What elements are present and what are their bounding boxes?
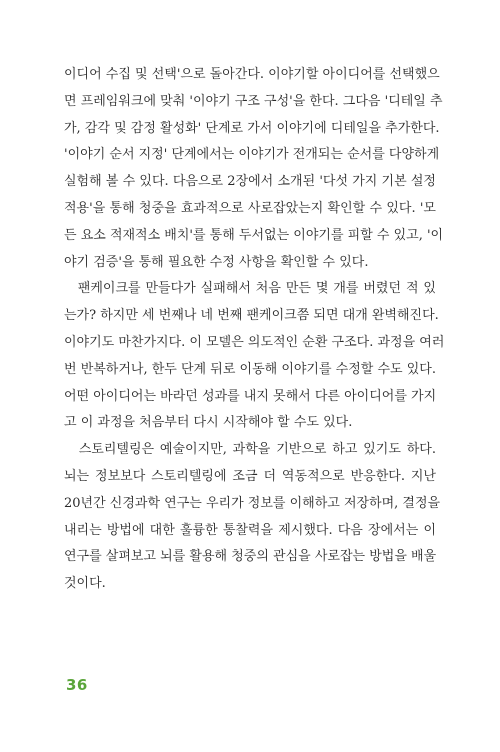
text-line: 고 이 과정을 처음부터 다시 시작해야 할 수도 있다.: [64, 415, 353, 431]
text-line: 야기 검증'을 통해 필요한 수정 사항을 확인할 수 있다.: [64, 254, 369, 270]
paragraph: [64, 437, 441, 598]
text-line: 번 반복하거나, 한두 단계 뒤로 이동해 이야기를 수정할 수도 있다.: [64, 361, 436, 377]
text-line: 20년간 신경과학 연구는 우리가 정보를 이해하고 저장하며, 결정을: [64, 495, 441, 511]
text-line: 적용'을 통해 청중을 효과적으로 사로잡았는지 확인할 수 있다. '모: [64, 200, 436, 216]
paragraph: [64, 276, 445, 437]
text-line: 것이다.: [64, 576, 106, 592]
text-line: 스토리텔링은 예술이지만, 과학을 기반으로 하고 있기도 하다.: [64, 442, 436, 458]
text-line: 든 요소 적재적소 배치'를 통해 두서없는 이야기를 피할 수 있고, '이: [64, 227, 444, 243]
body-text: [64, 62, 445, 598]
text-line: 연구를 살펴보고 뇌를 활용해 청중의 관심을 사로잡는 방법을 배울: [64, 549, 437, 565]
paragraph: [64, 62, 444, 276]
text-line: 면 프레임워크에 맞춰 '이야기 구조 구성'을 한다. 그다음 '디테일 추: [64, 93, 443, 109]
text-line: 실험해 볼 수 있다. 다음으로 2장에서 소개된 '다섯 가지 기본 설정: [64, 174, 436, 190]
text-line: 팬케이크를 만들다가 실패해서 처음 만든 몇 개를 버렸던 적 있: [64, 281, 436, 297]
text-line: 내리는 방법에 대한 훌륭한 통찰력을 제시했다. 다음 장에서는 이: [64, 522, 436, 538]
text-line: 가, 감각 및 감정 활성화' 단계로 가서 이야기에 디테일을 추가한다.: [64, 120, 440, 136]
text-line: 이디어 수집 및 선택'으로 돌아간다. 이야기할 아이디어를 선택했으: [64, 67, 440, 82]
text-line: 어떤 아이디어는 바라던 성과를 내지 못해서 다른 아이디어를 가지: [64, 388, 437, 404]
text-line: 이야기도 마찬가지다. 이 모델은 의도적인 순환 구조다. 과정을 여러: [64, 334, 445, 350]
text-line: 는가? 하지만 세 번째나 네 번째 팬케이크쯤 되면 대개 완벽해진다.: [64, 308, 439, 324]
text-line: '이야기 순서 지정' 단계에서는 이야기가 전개되는 순서를 다양하게: [64, 147, 440, 163]
page-number: 36: [66, 676, 88, 694]
text-line: 뇌는 정보보다 스토리텔링에 조금 더 역동적으로 반응한다. 지난: [64, 468, 436, 484]
